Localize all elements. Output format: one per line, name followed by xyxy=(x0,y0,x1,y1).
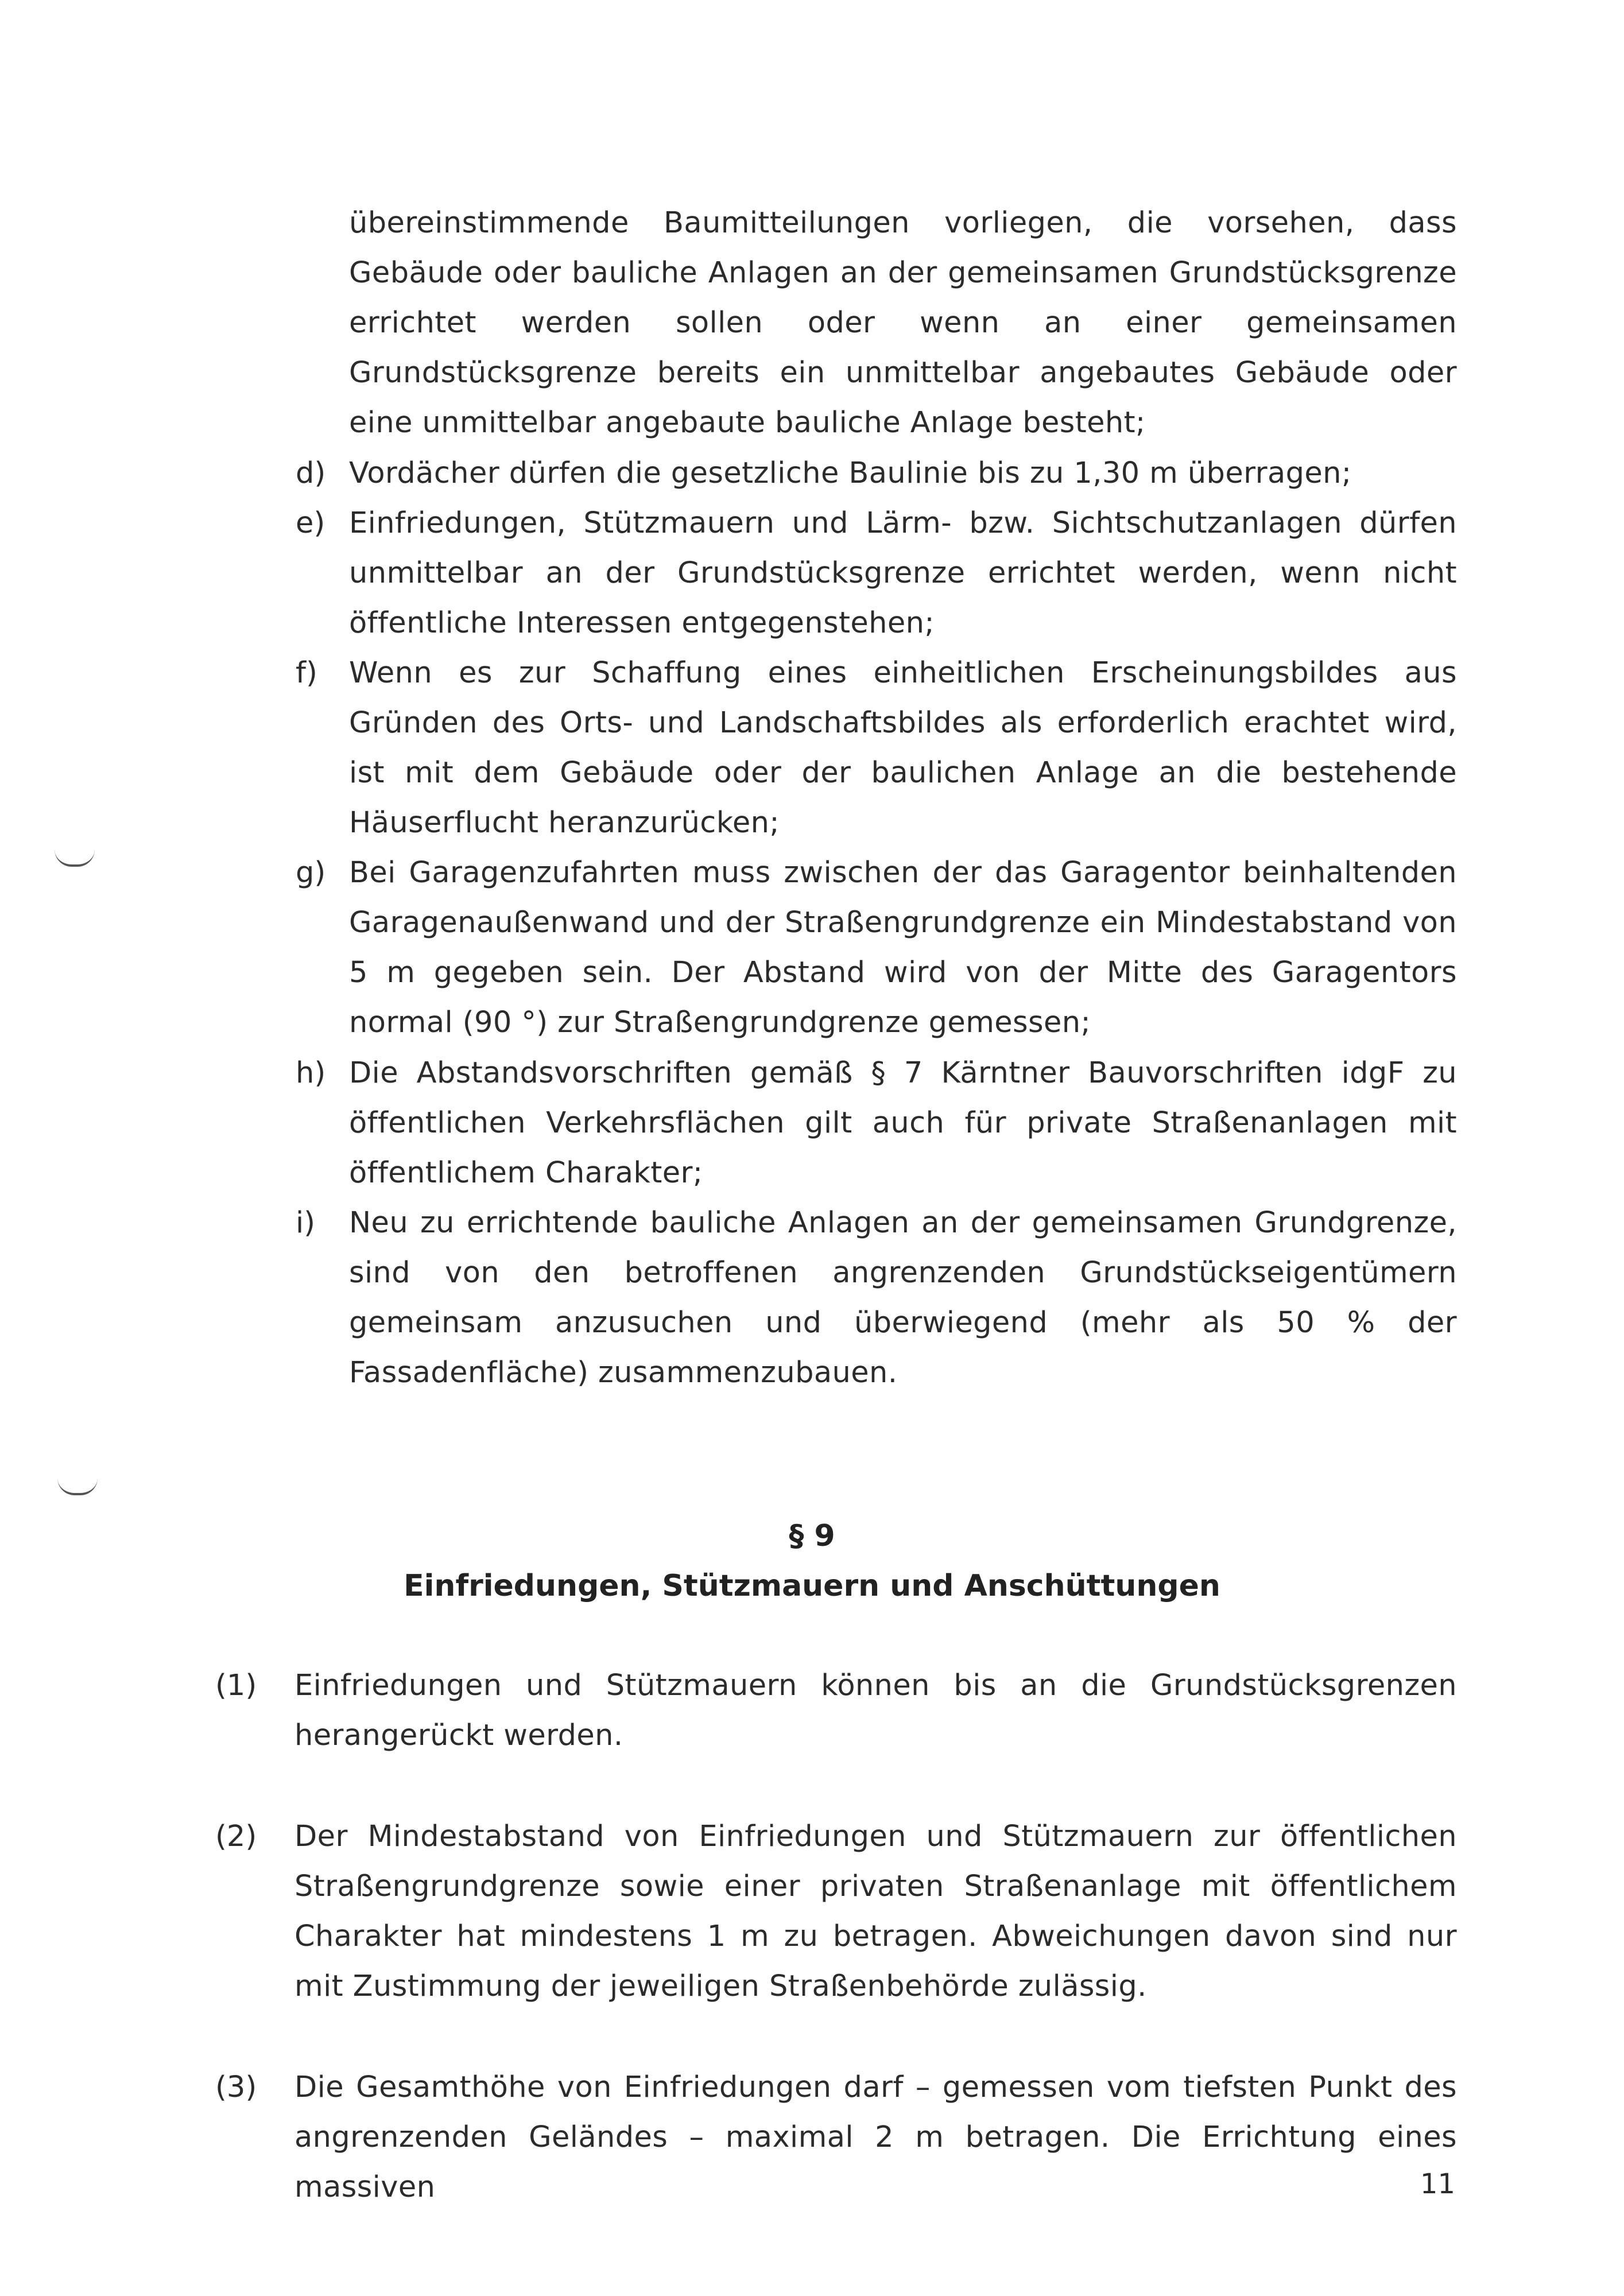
paragraph-text: Einfriedungen und Stützmauern können bis an die Grundstücksgrenzen herangerückt werden. xyxy=(294,1669,1457,1752)
list-item-text: Wenn es zur Schaffung eines einheitlichen Erscheinungsbildes aus Gründen des Orts- und Landschaftsbildes als erforderlich erachtet wird, ist mit dem Gebäude oder der baulichen Anlage an die bestehende Häuserflucht heranzurücken; xyxy=(349,656,1457,840)
margin-mark xyxy=(55,850,95,867)
page-number: 11 xyxy=(1420,2168,1455,2200)
list-item-label: f) xyxy=(296,656,317,690)
paragraph-label: (2) xyxy=(215,1820,257,1853)
list-item-label: g) xyxy=(296,856,326,890)
list-item-text: Bei Garagenzufahrten muss zwischen der das Garagentor beinhaltenden Garagenaußenwand und der Straßengrundgrenze ein Mindestabstand von 5 m gegeben sein. Der Abstand wird von der Mitte des Garagentors normal (90 °) zur Straßengrundgrenze gemessen; xyxy=(349,856,1457,1040)
paragraph-label: (1) xyxy=(215,1669,257,1702)
list-item-label: h) xyxy=(296,1056,326,1090)
paragraph-text: Die Gesamthöhe von Einfriedungen darf – gemessen vom tiefsten Punkt des angrenzenden Geländes – maximal 2 m betragen. Die Errichtung eines massiven xyxy=(294,2070,1457,2204)
list-item-text: Die Abstandsvorschriften gemäß § 7 Kärntner Bauvorschriften idgF zu öffentlichen Verkehrsflächen gilt auch für private Straßenanlagen mit öffentlichem Charakter; xyxy=(349,1056,1457,1190)
list-item-label: i) xyxy=(296,1206,316,1240)
section-title: Einfriedungen, Stützmauern und Anschüttungen xyxy=(404,1569,1220,1603)
list-item-label: d) xyxy=(296,456,326,490)
margin-mark xyxy=(57,1478,98,1495)
list-item-continuation: übereinstimmende Baumitteilungen vorliegen, die vorsehen, dass Gebäude oder bauliche Anlagen an der gemeinsamen Grundstücksgrenze errichtet werden sollen oder wenn an einer gemeinsamen Grundstücksgrenze bereits ein unmittelbar angebautes Gebäude oder eine unmittelbar angebaute bauliche Anlage besteht; xyxy=(349,206,1457,440)
list-item-label: e) xyxy=(296,506,325,540)
paragraph-label: (3) xyxy=(215,2070,257,2104)
list-item-text: Einfriedungen, Stützmauern und Lärm- bzw. Sichtschutzanlagen dürfen unmittelbar an der Grundstücksgrenze errichtet werden, wenn nicht öffentliche Interessen entgegenstehen; xyxy=(349,506,1457,640)
section-number: § 9 xyxy=(789,1519,835,1553)
paragraph-text: Der Mindestabstand von Einfriedungen und Stützmauern zur öffentlichen Straßengrundgrenze sowie einer privaten Straßenanlage mit öffentlichem Charakter hat mindestens 1 m zu betragen. Abweichungen davon sind nur mit Zustimmung der jeweiligen Straßenbehörde zulässig. xyxy=(294,1820,1457,2003)
list-item-text: Vordächer dürfen die gesetzliche Baulinie bis zu 1,30 m überragen; xyxy=(349,456,1352,490)
list-item-text: Neu zu errichtende bauliche Anlagen an der gemeinsamen Grundgrenze, sind von den betroffenen angrenzenden Grundstückseigentümern gemeinsam anzusuchen und überwiegend (mehr als 50 % der Fassadenfläche) zusammenzubauen. xyxy=(349,1206,1457,1390)
